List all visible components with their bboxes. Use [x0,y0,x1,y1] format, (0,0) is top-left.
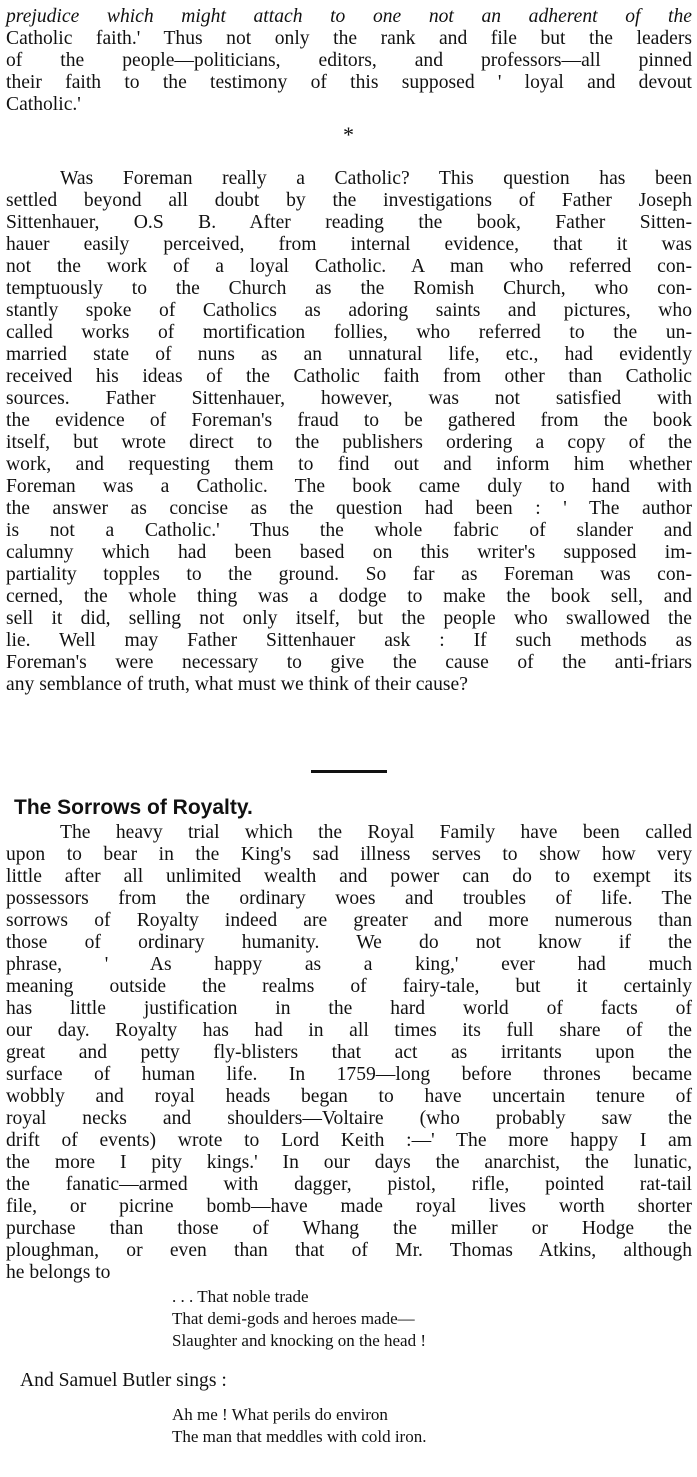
text-line: is not a Catholic.' Thus the whole fabric of slander and [6,520,692,541]
text-line: sell it did, selling not only itself, but the people who swallowed the [6,608,692,629]
text-line: work, and requesting them to find out and inform him whether [6,454,692,475]
text-line: has little justification in the hard world of facts of [6,998,692,1019]
text-line: their faith to the testimony of this supposed ' loyal and devout [6,72,692,93]
text-line: the answer as concise as the question had been : ' The author [6,498,692,519]
text-line: little after all unlimited wealth and power can do to exempt its [6,866,692,887]
text-line: Foreman's were necessary to give the cause of the anti-friars [6,652,692,673]
text-line: Foreman was a Catholic. The book came duly to hand with [6,476,692,497]
text-line: stantly spoke of Catholics as adoring saints and pictures, who [6,300,692,321]
text-line: possessors from the ordinary woes and troubles of life. The [6,888,692,909]
section-separator-star: * [343,122,354,147]
text-line: meaning outside the realms of fairy-tale, but it certainly [6,976,692,997]
text-line: drift of events) wrote to Lord Keith :—' The more happy I am [6,1130,692,1151]
text-line: the more I pity kings.' In our days the anarchist, the lunatic, [6,1152,692,1173]
text-line: file, or picrine bomb—have made royal lives worth shorter [6,1196,692,1217]
text-line: Catholic faith.' Thus not only the rank and file but the leaders [6,28,692,49]
verse-line: Slaughter and knocking on the head ! [172,1331,426,1350]
text-line: married state of nuns as an unnatural life, etc., had evidently [6,344,692,365]
text-line: the evidence of Foreman's fraud to be gathered from the book [6,410,692,431]
verse-line: Ah me ! What perils do environ [172,1405,388,1424]
text-line: phrase, ' As happy as a king,' ever had much [6,954,692,975]
text-line: wobbly and royal heads began to have uncertain tenure of [6,1086,692,1107]
text-line: upon to bear in the King's sad illness serves to show how very [6,844,692,865]
text-line: itself, but wrote direct to the publishers ordering a copy of the [6,432,692,453]
text-line: ploughman, or even than that of Mr. Thomas Atkins, although [6,1240,692,1261]
text-line: of the people—politicians, editors, and professors—all pinned [6,50,692,71]
text-line: prejudice which might attach to one not an adherent of the [6,6,692,27]
text-line: not the work of a loyal Catholic. A man who referred con- [6,256,692,277]
text-line: Catholic.' [6,94,81,115]
section-divider-rule [311,770,387,773]
text-line: Was Foreman really a Catholic? This question has been [60,168,692,189]
verse-line: The man that meddles with cold iron. [172,1427,427,1446]
text-line: temptuously to the Church as the Romish Church, who con- [6,278,692,299]
text-line: great and petty fly-blisters that act as irritants upon the [6,1042,692,1063]
butler-intro: And Samuel Butler sings : [20,1370,227,1391]
verse-line: That demi-gods and heroes made— [172,1309,415,1328]
text-line: cerned, the whole thing was a dodge to make the book sell, and [6,586,692,607]
text-line: partiality topples to the ground. So far as Foreman was con- [6,564,692,585]
text-line: surface of human life. In 1759—long before thrones became [6,1064,692,1085]
text-line: settled beyond all doubt by the investigations of Father Joseph [6,190,692,211]
text-line: royal necks and shoulders—Voltaire (who probably saw the [6,1108,692,1129]
text-line: those of ordinary humanity. We do not know if the [6,932,692,953]
verse-line: . . . That noble trade [172,1287,309,1306]
text-line: purchase than those of Whang the miller or Hodge the [6,1218,692,1239]
text-line: our day. Royalty has had in all times its full share of the [6,1020,692,1041]
text-line: hauer easily perceived, from internal evidence, that it was [6,234,692,255]
text-line: sources. Father Sittenhauer, however, was not satisfied with [6,388,692,409]
text-line: calumny which had been based on this writer's supposed im- [6,542,692,563]
text-line: received his ideas of the Catholic faith from other than Catholic [6,366,692,387]
text-line: called works of mortification follies, who referred to the un- [6,322,692,343]
text-line: The heavy trial which the Royal Family have been called [60,822,692,843]
section-heading: The Sorrows of Royalty. [14,796,253,819]
text-line: he belongs to [6,1262,111,1283]
text-line: lie. Well may Father Sittenhauer ask : If such methods as [6,630,692,651]
text-line: Sittenhauer, O.S B. After reading the book, Father Sitten- [6,212,692,233]
text-line: sorrows of Royalty indeed are greater and more numerous than [6,910,692,931]
text-line: any semblance of truth, what must we think of their cause? [6,674,468,695]
text-line: the fanatic—armed with dagger, pistol, rifle, pointed rat-tail [6,1174,692,1195]
